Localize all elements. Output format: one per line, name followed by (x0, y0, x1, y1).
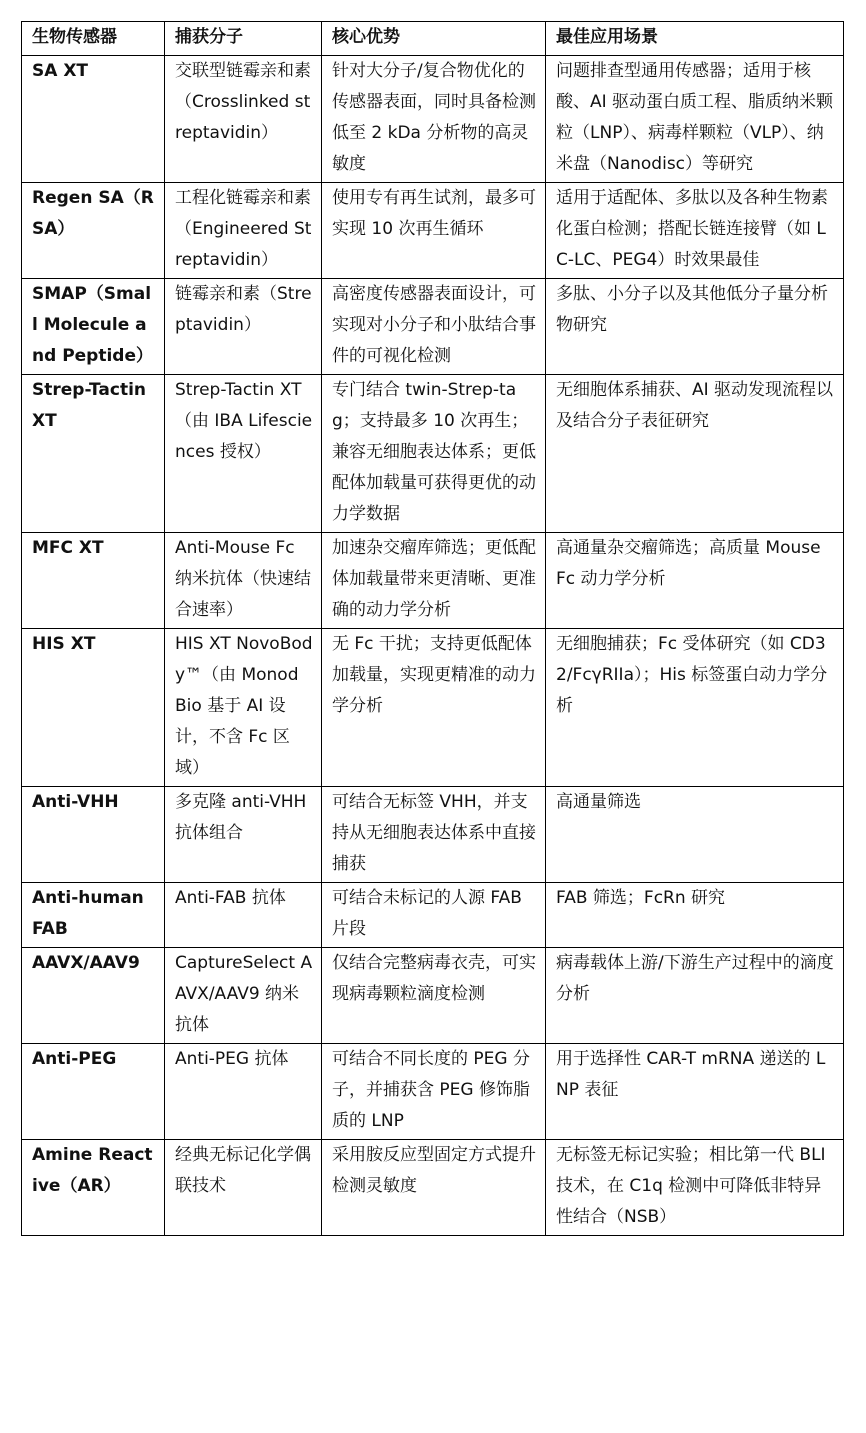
biosensor-name: HIS XT (22, 629, 165, 787)
biosensor-name: Strep-Tactin XT (22, 375, 165, 533)
capture-molecule: HIS XT NovoBody™（由 Monod Bio 基于 AI 设计，不含 Fc 区域） (165, 629, 322, 787)
biosensor-name: Amine Reactive（AR） (22, 1140, 165, 1236)
table-row (22, 1140, 844, 1236)
capture-molecule: Anti-PEG 抗体 (165, 1044, 322, 1140)
core-advantage: 仅结合完整病毒衣壳，可实现病毒颗粒滴度检测 (322, 948, 546, 1044)
best-application: 问题排查型通用传感器；适用于核酸、AI 驱动蛋白质工程、脂质纳米颗粒（LNP）、病毒样颗粒（VLP）、纳米盘（Nanodisc）等研究 (546, 56, 844, 183)
biosensor-name: AAVX/AAV9 (22, 948, 165, 1044)
biosensor-name: SA XT (22, 56, 165, 183)
capture-molecule: 多克隆 anti-VHH 抗体组合 (165, 787, 322, 883)
core-advantage: 针对大分子/复合物优化的传感器表面，同时具备检测低至 2 kDa 分析物的高灵敏度 (322, 56, 546, 183)
table-row (22, 629, 844, 787)
table-body (22, 56, 844, 1236)
capture-molecule: Anti-FAB 抗体 (165, 883, 322, 948)
table-row (22, 375, 844, 533)
capture-molecule: CaptureSelect AAVX/AAV9 纳米抗体 (165, 948, 322, 1044)
table-row (22, 279, 844, 375)
core-advantage: 无 Fc 干扰；支持更低配体加载量，实现更精准的动力学分析 (322, 629, 546, 787)
best-application: 病毒载体上游/下游生产过程中的滴度分析 (546, 948, 844, 1044)
table-row (22, 533, 844, 629)
header-capture-molecule: 捕获分子 (165, 22, 322, 56)
table-row (22, 948, 844, 1044)
capture-molecule: Anti-Mouse Fc 纳米抗体（快速结合速率） (165, 533, 322, 629)
capture-molecule: 链霉亲和素（Streptavidin） (165, 279, 322, 375)
core-advantage: 专门结合 twin-Strep-tag；支持最多 10 次再生；兼容无细胞表达体系；更低配体加载量可获得更优的动力学数据 (322, 375, 546, 533)
best-application: 高通量筛选 (546, 787, 844, 883)
header-best-application: 最佳应用场景 (546, 22, 844, 56)
best-application: 适用于适配体、多肽以及各种生物素化蛋白检测；搭配长链连接臂（如 LC-LC、PEG4）时效果最佳 (546, 183, 844, 279)
best-application: FAB 筛选；FcRn 研究 (546, 883, 844, 948)
table-row (22, 883, 844, 948)
best-application: 无标签无标记实验；相比第一代 BLI 技术，在 C1q 检测中可降低非特异性结合（NSB） (546, 1140, 844, 1236)
biosensor-name: MFC XT (22, 533, 165, 629)
core-advantage: 可结合不同长度的 PEG 分子，并捕获含 PEG 修饰脂质的 LNP (322, 1044, 546, 1140)
core-advantage: 可结合未标记的人源 FAB 片段 (322, 883, 546, 948)
core-advantage: 采用胺反应型固定方式提升检测灵敏度 (322, 1140, 546, 1236)
biosensor-name: Anti-PEG (22, 1044, 165, 1140)
biosensor-name: Regen SA（RSA） (22, 183, 165, 279)
biosensor-name: SMAP（Small Molecule and Peptide） (22, 279, 165, 375)
table-header-row (22, 22, 844, 56)
table-header (22, 22, 844, 56)
capture-molecule: 交联型链霉亲和素（Crosslinked streptavidin） (165, 56, 322, 183)
header-core-advantage: 核心优势 (322, 22, 546, 56)
capture-molecule: Strep-Tactin XT（由 IBA Lifesciences 授权） (165, 375, 322, 533)
core-advantage: 高密度传感器表面设计，可实现对小分子和小肽结合事件的可视化检测 (322, 279, 546, 375)
capture-molecule: 工程化链霉亲和素（Engineered Streptavidin） (165, 183, 322, 279)
header-biosensor: 生物传感器 (22, 22, 165, 56)
capture-molecule: 经典无标记化学偶联技术 (165, 1140, 322, 1236)
biosensor-name: Anti-human FAB (22, 883, 165, 948)
best-application: 多肽、小分子以及其他低分子量分析物研究 (546, 279, 844, 375)
best-application: 无细胞捕获；Fc 受体研究（如 CD32/FcγRIIa）；His 标签蛋白动力学分析 (546, 629, 844, 787)
biosensor-name: Anti-VHH (22, 787, 165, 883)
table-row (22, 787, 844, 883)
core-advantage: 可结合无标签 VHH，并支持从无细胞表达体系中直接捕获 (322, 787, 546, 883)
table-row (22, 1044, 844, 1140)
biosensor-comparison-table (21, 21, 844, 1236)
best-application: 无细胞体系捕获、AI 驱动发现流程以及结合分子表征研究 (546, 375, 844, 533)
table-row (22, 56, 844, 183)
core-advantage: 使用专有再生试剂，最多可实现 10 次再生循环 (322, 183, 546, 279)
best-application: 高通量杂交瘤筛选；高质量 Mouse Fc 动力学分析 (546, 533, 844, 629)
core-advantage: 加速杂交瘤库筛选；更低配体加载量带来更清晰、更准确的动力学分析 (322, 533, 546, 629)
best-application: 用于选择性 CAR-T mRNA 递送的 LNP 表征 (546, 1044, 844, 1140)
table-row (22, 183, 844, 279)
